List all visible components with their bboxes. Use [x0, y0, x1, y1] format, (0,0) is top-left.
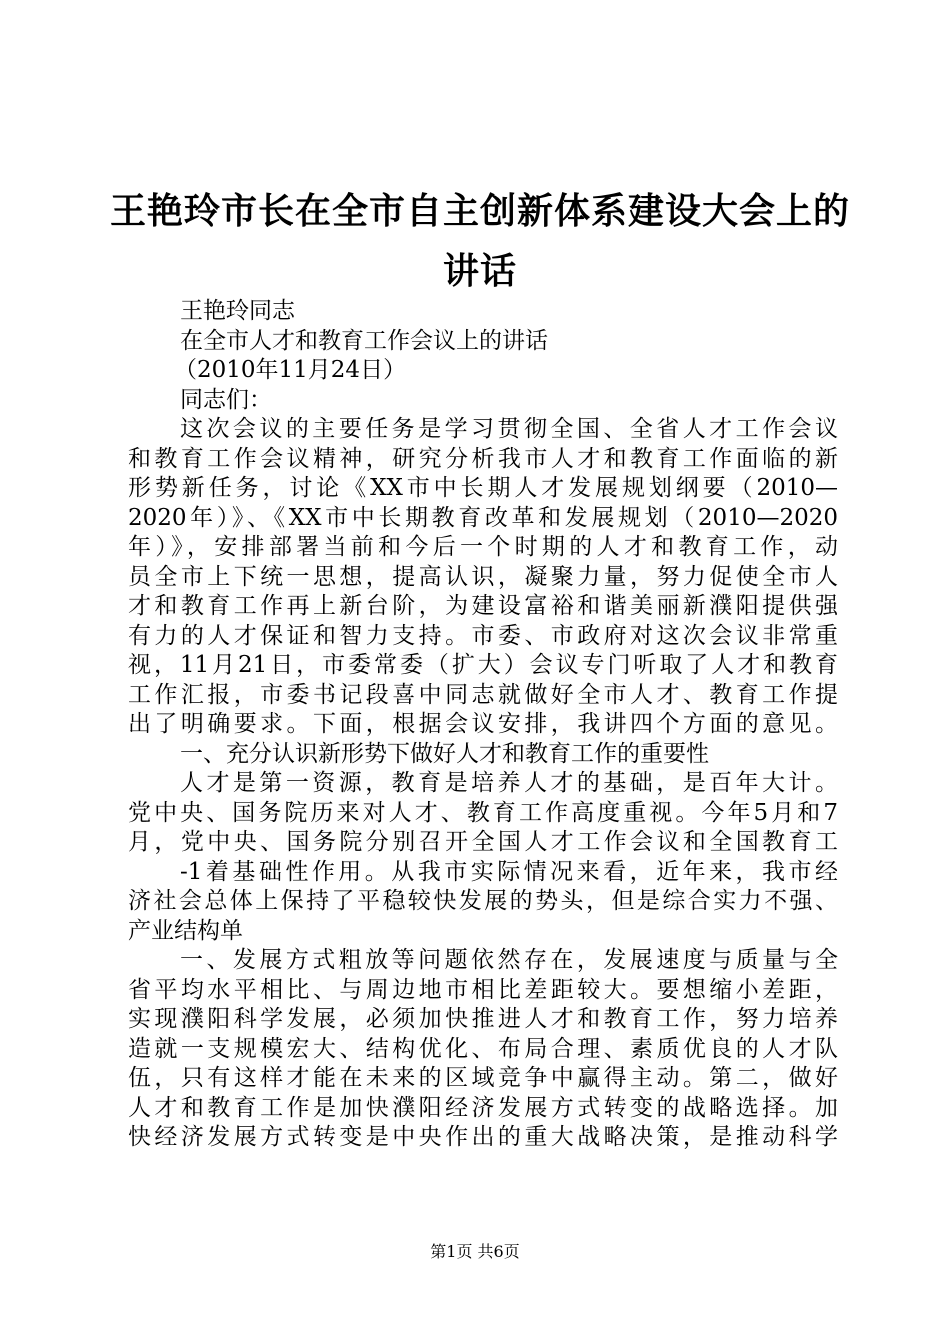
body-line: 党中央、国务院历来对人才、教育工作高度重视。今年5月和7 [128, 799, 838, 826]
body-line: 伍，只有这样才能在未来的区域竞争中赢得主动。第二，做好 [128, 1065, 838, 1091]
body-line: 一、发展方式粗放等问题依然存在，发展速度与质量与全 [180, 947, 838, 973]
body-line: 同志们： [180, 386, 272, 413]
document-title [100, 182, 860, 302]
body-line: 视，11月21日，市委常委（扩大）会议专门听取了人才和教育 [128, 652, 838, 678]
body-line: 济社会总体上保持了平稳较快发展的势头，但是综合实力不强、 [128, 888, 838, 914]
body-line: 和教育工作会议精神，研究分析我市人才和教育工作面临的新 [128, 445, 838, 472]
body-line: 造就一支规模宏大、结构优化、布局合理、素质优良的人才队 [128, 1035, 838, 1062]
body-line: 有力的人才保证和智力支持。市委、市政府对这次会议非常重 [128, 622, 838, 649]
body-line: 工作汇报，市委书记段喜中同志就做好全市人才、教育工作提 [128, 681, 838, 708]
body-line: 这次会议的主要任务是学习贯彻全国、全省人才工作会议 [180, 416, 838, 442]
body-line: 一、充分认识新形势下做好人才和教育工作的重要性 [180, 740, 709, 767]
body-line: 2020年）》、《XX市中长期教育改革和发展规划（2010—2020 [128, 504, 838, 531]
body-line: 出了明确要求。下面，根据会议安排，我讲四个方面的意见。 [128, 711, 838, 737]
body-line: 月，党中央、国务院分别召开全国人才工作会议和全国教育工 [128, 829, 838, 855]
body-line: 快经济发展方式转变是中央作出的重大战略决策，是推动科学 [128, 1124, 838, 1150]
body-line: 员全市上下统一思想，提高认识，凝聚力量，努力促使全市人 [128, 563, 838, 590]
title-line-1: 王艳玲市长在全市自主创新体系建设大会上的 [109, 191, 850, 232]
body-line: 形势新任务，讨论《XX市中长期人才发展规划纲要（2010— [128, 475, 838, 501]
body-line: -1着基础性作用。从我市实际情况来看，近年来，我市经 [180, 858, 838, 885]
body-line: 省平均水平相比、与周边地市相比差距较大。要想缩小差距， [128, 976, 838, 1003]
title-line-2: 讲话 [442, 251, 517, 292]
body-line: 实现濮阳科学发展，必须加快推进人才和教育工作，努力培养 [128, 1006, 838, 1032]
body-line: （2010年11月24日） [174, 357, 407, 383]
page-footer [0, 1240, 950, 1264]
body-line: 人才是第一资源，教育是培养人才的基础，是百年大计。 [180, 770, 838, 796]
body-line: 王艳玲同志 [180, 298, 295, 324]
body-line: 才和教育工作再上新台阶，为建设富裕和谐美丽新濮阳提供强 [128, 593, 838, 619]
page-number-label: 第1页 共6页 [430, 1242, 520, 1261]
body-line: 在全市人才和教育工作会议上的讲话 [180, 327, 548, 354]
body-line: 产业结构单 [128, 917, 243, 944]
body-line: 年）》，安排部署当前和今后一个时期的人才和教育工作，动 [128, 534, 838, 560]
document-body [128, 297, 838, 1153]
body-line: 人才和教育工作是加快濮阳经济发展方式转变的战略选择。加 [128, 1094, 838, 1121]
